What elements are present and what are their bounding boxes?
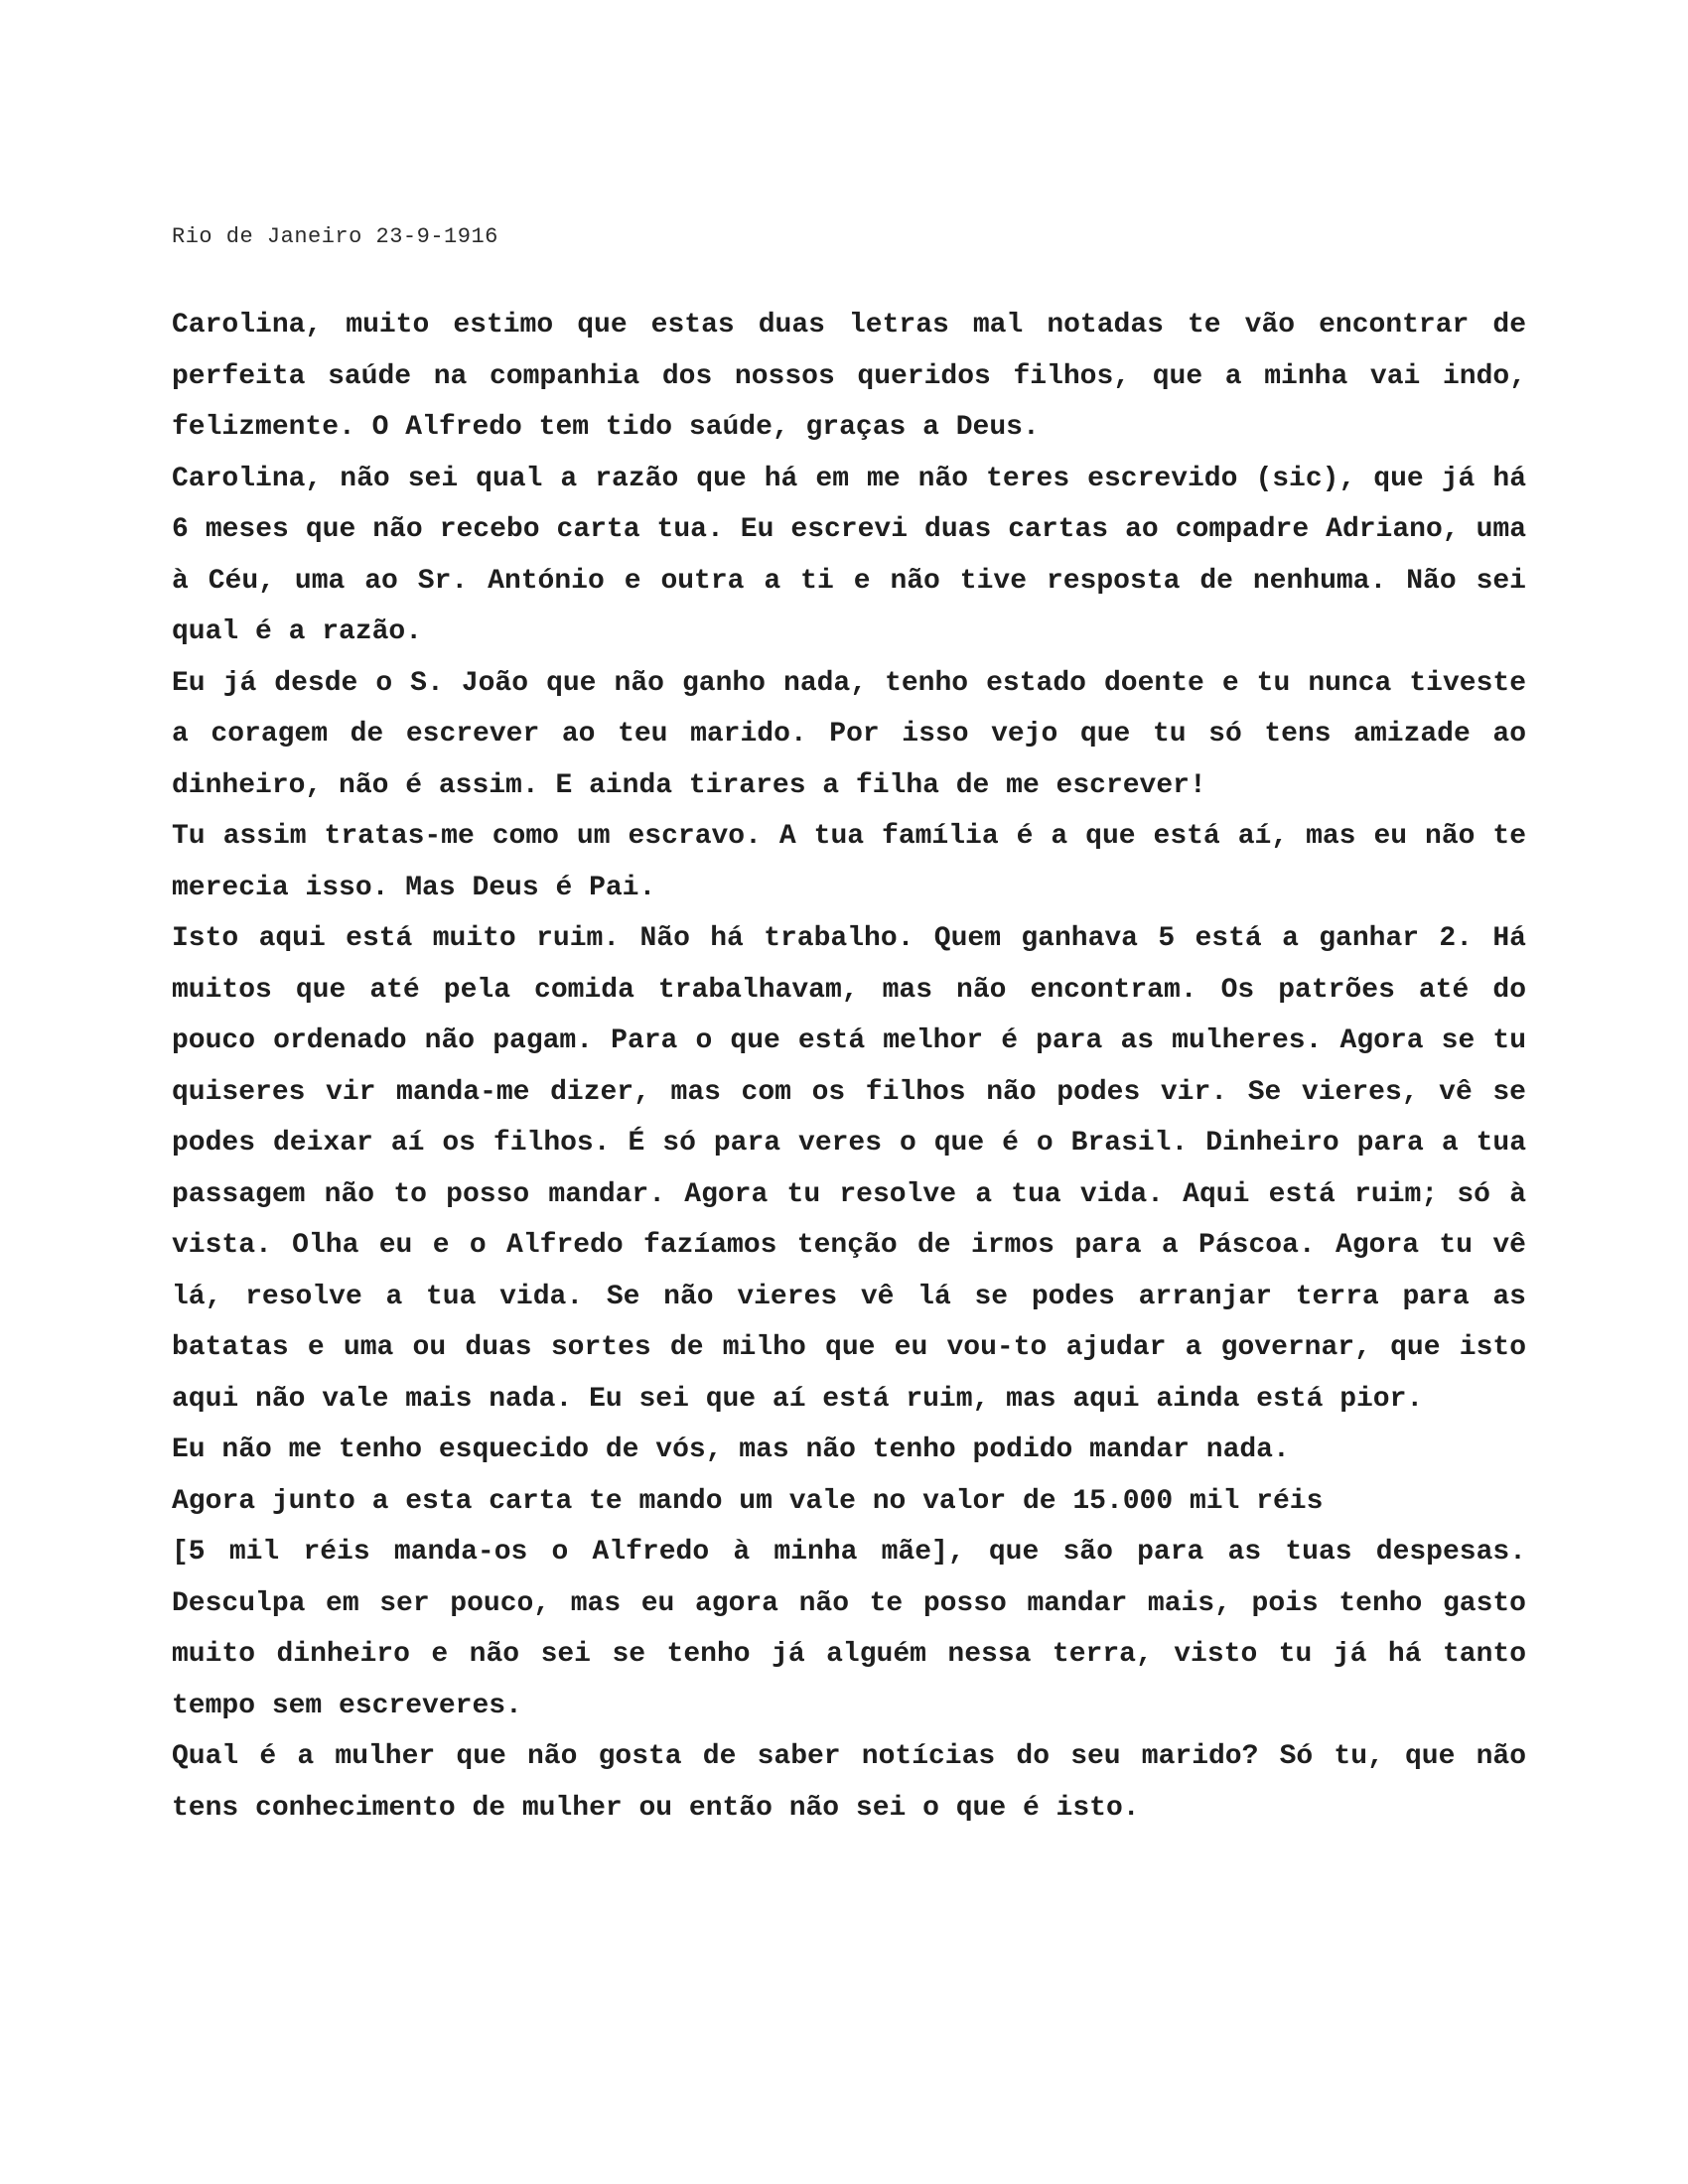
letter-paragraph: Qual é a mulher que não gosta de saber notícias do seu marido? Só tu, que não tens conhecimento de mulher ou então não sei o que é isto. — [172, 1741, 1526, 1824]
letter-paragraph: Carolina, muito estimo que estas duas letras mal notadas te vão encontrar de perfeita saúde na companhia dos nossos queridos filhos, que a minha vai indo, felizmente. O Alfredo tem tido saúde, graças a Deus. — [172, 310, 1526, 443]
letter-paragraph: Isto aqui está muito ruim. Não há trabalho. Quem ganhava 5 está a ganhar 2. Há muitos que até pela comida trabalhavam, mas não encontram. Os patrões até do pouco ordenado não pagam. Para o que está melhor é para as mulheres. Agora se tu quiseres vir manda-me dizer, mas com os filhos não podes vir. Se vieres, vê se podes deixar aí os filhos. É só para veres o que é o Brasil. Dinheiro para a tua passagem não to posso mandar. Agora tu resolve a tua vida. Aqui está ruim; só à vista. Olha eu e o Alfredo fazíamos tenção de irmos para a Páscoa. Agora tu vê lá, resolve a tua vida. Se não vieres vê lá se podes arranjar terra para as batatas e uma ou duas sortes de milho que eu vou-to ajudar a governar, que isto aqui não vale mais nada. Eu sei que aí está ruim, mas aqui ainda está pior. — [172, 923, 1526, 1415]
letter-paragraph: Carolina, não sei qual a razão que há em me não teres escrevido (sic), que já há 6 meses que não recebo carta tua. Eu escrevi duas cartas ao compadre Adriano, uma à Céu, uma ao Sr. António e outra a ti e não tive resposta de nenhuma. Não sei qual é a razão. — [172, 463, 1526, 647]
letter-paragraph: [5 mil réis manda-os o Alfredo à minha mãe], que são para as tuas despesas. Desculpa em ser pouco, mas eu agora não te posso mandar mais, pois tenho gasto muito dinheiro e não sei se tenho já alguém nessa terra, visto tu já há tanto tempo sem escreveres. — [172, 1537, 1526, 1721]
letter-paragraph: Tu assim tratas-me como um escravo. A tua família é a que está aí, mas eu não te merecia isso. Mas Deus é Pai. — [172, 821, 1526, 903]
letter-body — [172, 300, 1526, 1834]
letter-paragraph: Agora junto a esta carta te mando um vale no valor de 15.000 mil réis — [172, 1485, 1324, 1517]
letter-paragraph: Eu já desde o S. João que não ganho nada, tenho estado doente e tu nunca tiveste a coragem de escrever ao teu marido. Por isso vejo que tu só tens amizade ao dinheiro, não é assim. E ainda tirares a filha de me escrever! — [172, 667, 1526, 801]
letter-paragraph: Eu não me tenho esquecido de vós, mas não tenho podido mandar nada. — [172, 1434, 1290, 1465]
letter-dateline: Rio de Janeiro 23-9-1916 — [172, 224, 498, 249]
